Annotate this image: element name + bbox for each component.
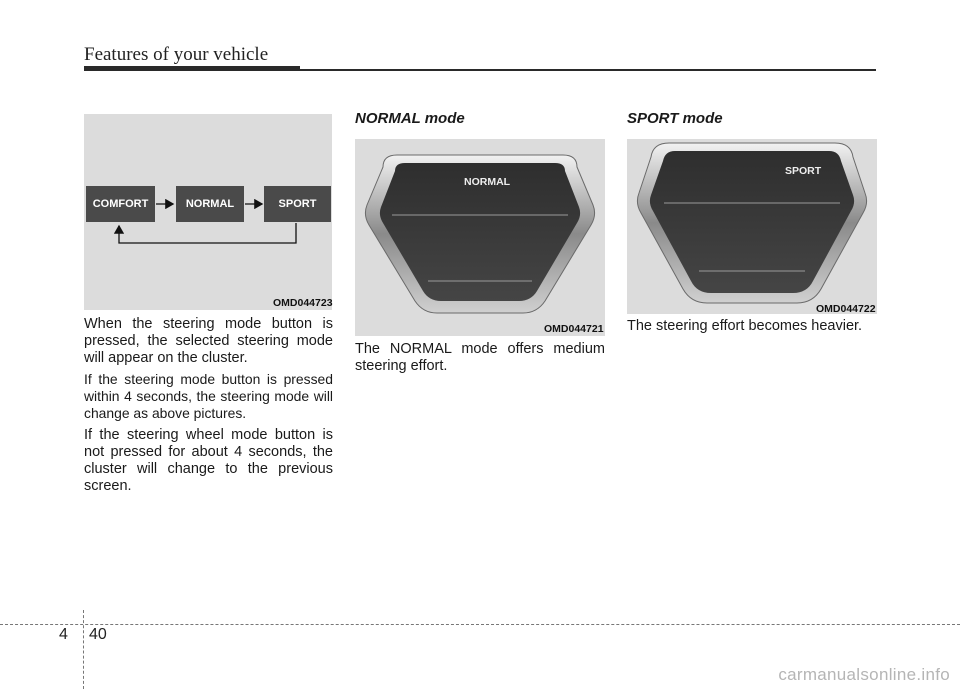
header-rule-thick — [84, 66, 300, 71]
paragraph-2: If the steering mode button is pressed within 4 seconds, the steering mode will change as above pictures. — [84, 371, 333, 421]
sport-mode-title: SPORT mode — [627, 110, 723, 127]
mode-box-comfort: COMFORT — [86, 186, 155, 222]
mode-box-sport: SPORT — [264, 186, 331, 222]
header-rule-thin — [300, 69, 876, 71]
sport-description: The steering effort becomes heavier. — [627, 318, 863, 334]
paragraph-3: If the steering wheel mode button is not pressed for about 4 seconds, the cluster will change to the previous screen. — [84, 427, 333, 494]
watermark-text: carmanualsonline.info — [778, 665, 950, 684]
sport-display-illustration — [627, 139, 877, 314]
normal-display-illustration — [355, 139, 605, 336]
normal-display-label: NORMAL — [464, 176, 511, 188]
footer-dashed-rule — [0, 624, 960, 625]
normal-caption: OMD044721 — [544, 323, 604, 335]
paragraph-1: When the steering mode button is pressed, the selected steering mode will appear on the cluster. — [84, 316, 333, 366]
mode-cycle-arrows — [84, 114, 332, 310]
sport-caption: OMD044722 — [816, 303, 876, 315]
mode-box-normal: NORMAL — [176, 186, 244, 222]
footer-dashed-divider — [83, 610, 84, 689]
page-header-title: Features of your vehicle — [84, 44, 269, 65]
normal-description: The NORMAL mode offers medium steering effort. — [355, 341, 605, 374]
sport-display-label: SPORT — [785, 165, 822, 177]
page-number: 40 — [89, 626, 107, 643]
normal-mode-title: NORMAL mode — [355, 110, 465, 127]
diagram-caption: OMD044723 — [273, 297, 333, 309]
chapter-number: 4 — [59, 626, 68, 643]
